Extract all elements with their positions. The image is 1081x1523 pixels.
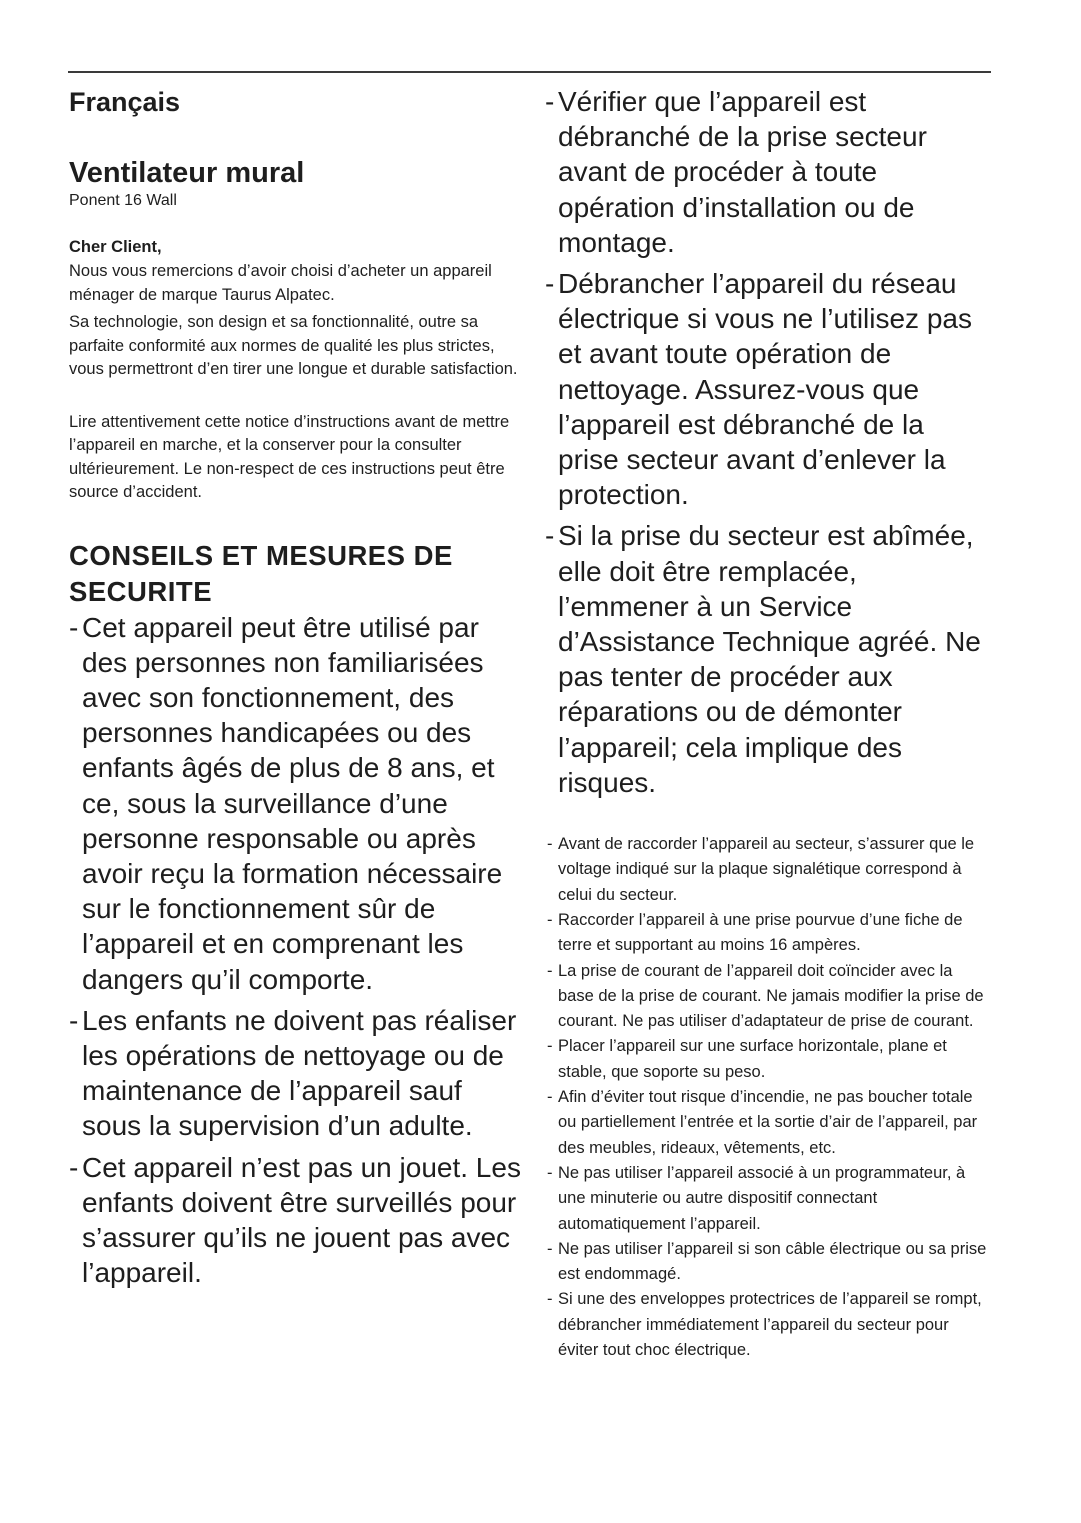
list-item: - Avant de raccorder l’appareil au secteur, s’assurer que le voltage indiqué sur la plaque signalétique correspond à celui du secteur. [545, 832, 991, 908]
list-item: - Placer l’appareil sur une surface horizontale, plane et stable, que soporte su peso. [545, 1034, 991, 1085]
right-column [545, 84, 991, 1363]
intro-paragraph: Nous vous remercions d’avoir choisi d’acheter un appareil ménager de marque Taurus Alpatec. [69, 262, 492, 304]
list-item: - Ne pas utiliser l’appareil si son câble électrique ou sa prise est endommagé. [545, 1237, 991, 1288]
greeting: Cher Client, [69, 238, 162, 256]
safety-list-left [69, 610, 521, 1291]
list-item: - Ne pas utiliser l’appareil associé à un programmateur, à une minuterie ou autre dispositif connectant automatiquement l’appareil. [545, 1161, 991, 1237]
list-item: - Les enfants ne doivent pas réaliser les opérations de nettoyage ou de maintenance de l’appareil sauf sous la supervision d’un adulte. [69, 1003, 521, 1144]
list-item: - Cet appareil n’est pas un jouet. Les enfants doivent être surveillés pour s’assurer qu’ils ne jouent pas avec l’appareil. [69, 1150, 521, 1291]
top-rule [68, 71, 991, 73]
language-heading: Français [69, 87, 181, 117]
product-title: Ventilateur mural [69, 157, 305, 189]
list-item: - Si une des enveloppes protectrices de l’appareil se rompt, débrancher immédiatement l’appareil du secteur pour éviter tout choc électrique. [545, 1287, 991, 1363]
left-column [69, 84, 521, 1290]
intro-paragraph: Sa technologie, son design et sa fonctionnalité, outre sa parfaite conformité aux normes de qualité les plus strictes, vous permettront d’en tirer une longue et durable satisfaction. [69, 313, 518, 378]
safety-list-small [545, 832, 991, 1363]
list-item: - Afin d’éviter tout risque d’incendie, ne pas boucher totale ou partiellement l’entrée et la sortie d’air de l’appareil, par des meubles, rideaux, vêtements, etc. [545, 1085, 991, 1161]
list-item: - Cet appareil peut être utilisé par des personnes non familiarisées avec son fonctionnement, des personnes handicapées ou des enfants âgés de plus de 8 ans, et ce, sous la surveillance d’une personne responsable ou après avoir reçu la formation nécessaire sur le fonctionnement sûr de l’appareil et en comprenant les dangers qu’il comporte. [69, 610, 521, 997]
list-item: - La prise de courant de l’appareil doit coïncider avec la base de la prise de courant. Ne jamais modifier la prise de courant. Ne pas utiliser d’adaptateur de prise de courant. [545, 959, 991, 1035]
model-name: Ponent 16 Wall [69, 192, 177, 209]
list-item: - Vérifier que l’appareil est débranché de la prise secteur avant de procéder à toute opération d’installation ou de montage. [545, 84, 991, 260]
safety-list-right [545, 84, 991, 800]
list-item: - Raccorder l’appareil à une prise pourvue d’une fiche de terre et supportant au moins 16 ampères. [545, 908, 991, 959]
list-item: - Débrancher l’appareil du réseau électrique si vous ne l’utilisez pas et avant toute opération de nettoyage. Assurez-vous que l’appareil est débranché de la prise secteur avant d’enlever la protection. [545, 266, 991, 512]
instructions-notice: Lire attentivement cette notice d’instructions avant de mettre l’appareil en marche, et la conserver pour la consulter ultérieurement. Le non-respect de ces instructions peut être source d’accident. [69, 412, 510, 501]
list-item: - Si la prise du secteur est abîmée, elle doit être remplacée, l’emmener à un Service d’Assistance Technique agréé. Ne pas tenter de procéder aux réparations ou de démonter l’appareil; cela implique des risques. [545, 518, 991, 800]
safety-heading: CONSEILS ET MESURES DE SECURITE [69, 539, 453, 607]
